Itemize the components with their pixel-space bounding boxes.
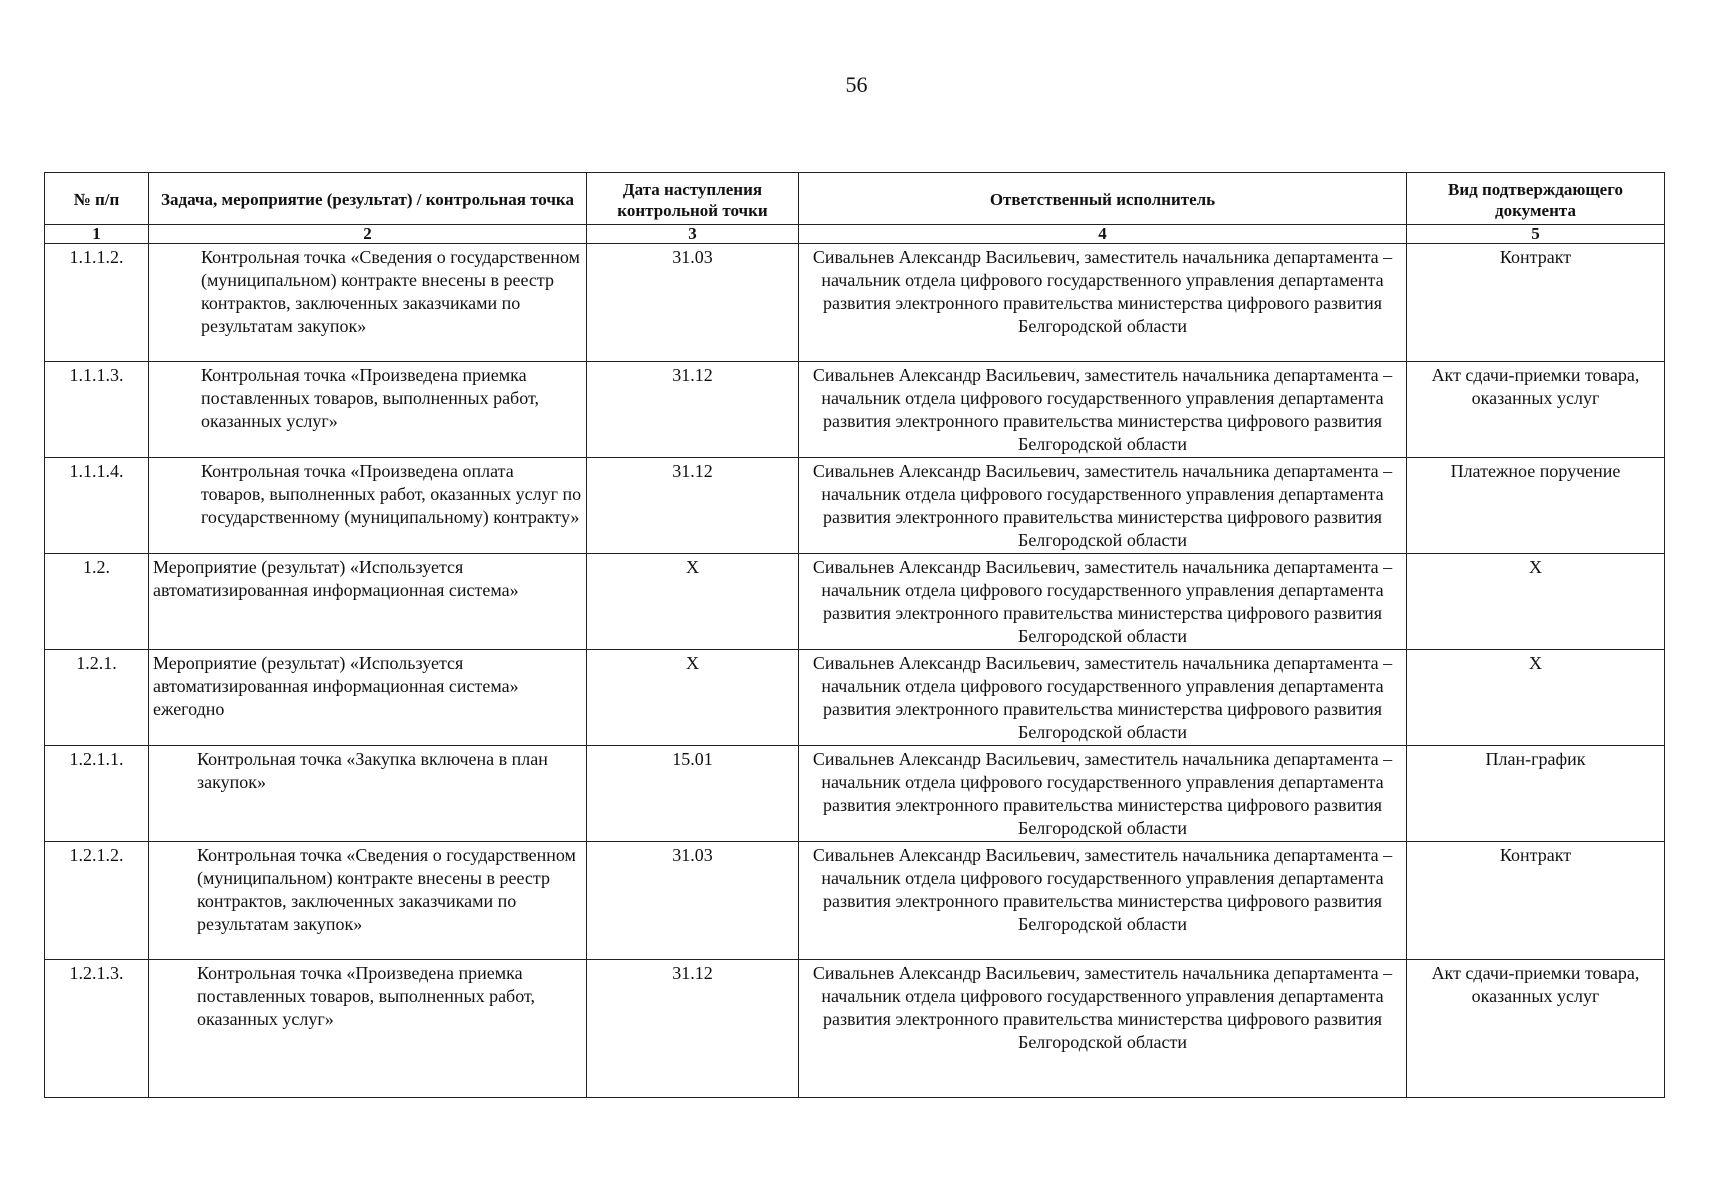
column-number: 5	[1407, 225, 1665, 244]
row-number: 1.2.1.1.	[45, 746, 149, 842]
row-responsible: Сивальнев Александр Васильевич, заместитель начальника департамента – начальник отдела цифрового государственного управления департамента развития электронного правительства министерства цифрового развития Белгородской области	[799, 746, 1407, 842]
row-date: 15.01	[587, 746, 799, 842]
column-number: 2	[149, 225, 587, 244]
row-document: План-график	[1407, 746, 1665, 842]
row-document: Х	[1407, 554, 1665, 650]
control-points-table	[44, 172, 1665, 1098]
header-document: Вид подтверждающего документа	[1407, 173, 1665, 225]
header-number: № п/п	[45, 173, 149, 225]
table-row	[45, 458, 1665, 554]
row-task: Контрольная точка «Произведена приемка поставленных товаров, выполненных работ, оказанных услуг»	[149, 362, 587, 458]
row-number: 1.1.1.3.	[45, 362, 149, 458]
table-row	[45, 362, 1665, 458]
table-row	[45, 960, 1665, 1098]
row-document: Акт сдачи-приемки товара, оказанных услуг	[1407, 362, 1665, 458]
table-row	[45, 554, 1665, 650]
row-responsible: Сивальнев Александр Васильевич, заместитель начальника департамента – начальник отдела цифрового государственного управления департамента развития электронного правительства министерства цифрового развития Белгородской области	[799, 554, 1407, 650]
header-responsible: Ответственный исполнитель	[799, 173, 1407, 225]
table-header-row	[45, 173, 1665, 225]
row-task: Контрольная точка «Закупка включена в план закупок»	[149, 746, 587, 842]
row-responsible: Сивальнев Александр Васильевич, заместитель начальника департамента – начальник отдела цифрового государственного управления департамента развития электронного правительства министерства цифрового развития Белгородской области	[799, 362, 1407, 458]
row-number: 1.2.1.3.	[45, 960, 149, 1098]
row-date: 31.12	[587, 362, 799, 458]
row-document: Платежное поручение	[1407, 458, 1665, 554]
row-task: Контрольная точка «Сведения о государственном (муниципальном) контракте внесены в реестр контрактов, заключенных заказчиками по результатам закупок»	[149, 842, 587, 960]
row-responsible: Сивальнев Александр Васильевич, заместитель начальника департамента – начальник отдела цифрового государственного управления департамента развития электронного правительства министерства цифрового развития Белгородской области	[799, 458, 1407, 554]
row-date: 31.03	[587, 244, 799, 362]
table-row	[45, 650, 1665, 746]
column-number-row	[45, 225, 1665, 244]
row-number: 1.2.1.2.	[45, 842, 149, 960]
row-number: 1.1.1.2.	[45, 244, 149, 362]
row-document: Контракт	[1407, 842, 1665, 960]
row-document: Акт сдачи-приемки товара, оказанных услуг	[1407, 960, 1665, 1098]
row-task: Мероприятие (результат) «Используется автоматизированная информационная система» ежегодно	[149, 650, 587, 746]
row-task: Контрольная точка «Сведения о государственном (муниципальном) контракте внесены в реестр контрактов, заключенных заказчиками по результатам закупок»	[149, 244, 587, 362]
table-row	[45, 842, 1665, 960]
row-responsible: Сивальнев Александр Васильевич, заместитель начальника департамента – начальник отдела цифрового государственного управления департамента развития электронного правительства министерства цифрового развития Белгородской области	[799, 960, 1407, 1098]
column-number: 4	[799, 225, 1407, 244]
column-number: 1	[45, 225, 149, 244]
row-date: Х	[587, 554, 799, 650]
column-number: 3	[587, 225, 799, 244]
table-row	[45, 244, 1665, 362]
row-task: Контрольная точка «Произведена приемка поставленных товаров, выполненных работ, оказанных услуг»	[149, 960, 587, 1098]
header-task: Задача, мероприятие (результат) / контрольная точка	[149, 173, 587, 225]
row-document: Х	[1407, 650, 1665, 746]
row-date: 31.12	[587, 458, 799, 554]
row-number: 1.2.	[45, 554, 149, 650]
header-date: Дата наступления контрольной точки	[587, 173, 799, 225]
row-responsible: Сивальнев Александр Васильевич, заместитель начальника департамента – начальник отдела цифрового государственного управления департамента развития электронного правительства министерства цифрового развития Белгородской области	[799, 650, 1407, 746]
row-date: 31.12	[587, 960, 799, 1098]
row-responsible: Сивальнев Александр Васильевич, заместитель начальника департамента – начальник отдела цифрового государственного управления департамента развития электронного правительства министерства цифрового развития Белгородской области	[799, 842, 1407, 960]
row-date: 31.03	[587, 842, 799, 960]
row-document: Контракт	[1407, 244, 1665, 362]
row-date: Х	[587, 650, 799, 746]
row-number: 1.2.1.	[45, 650, 149, 746]
row-number: 1.1.1.4.	[45, 458, 149, 554]
row-task: Мероприятие (результат) «Используется автоматизированная информационная система»	[149, 554, 587, 650]
row-task: Контрольная точка «Произведена оплата товаров, выполненных работ, оказанных услуг по государственному (муниципальному) контракту»	[149, 458, 587, 554]
table-row	[45, 746, 1665, 842]
page-number: 56	[845, 72, 868, 97]
row-responsible: Сивальнев Александр Васильевич, заместитель начальника департамента – начальник отдела цифрового государственного управления департамента развития электронного правительства министерства цифрового развития Белгородской области	[799, 244, 1407, 362]
